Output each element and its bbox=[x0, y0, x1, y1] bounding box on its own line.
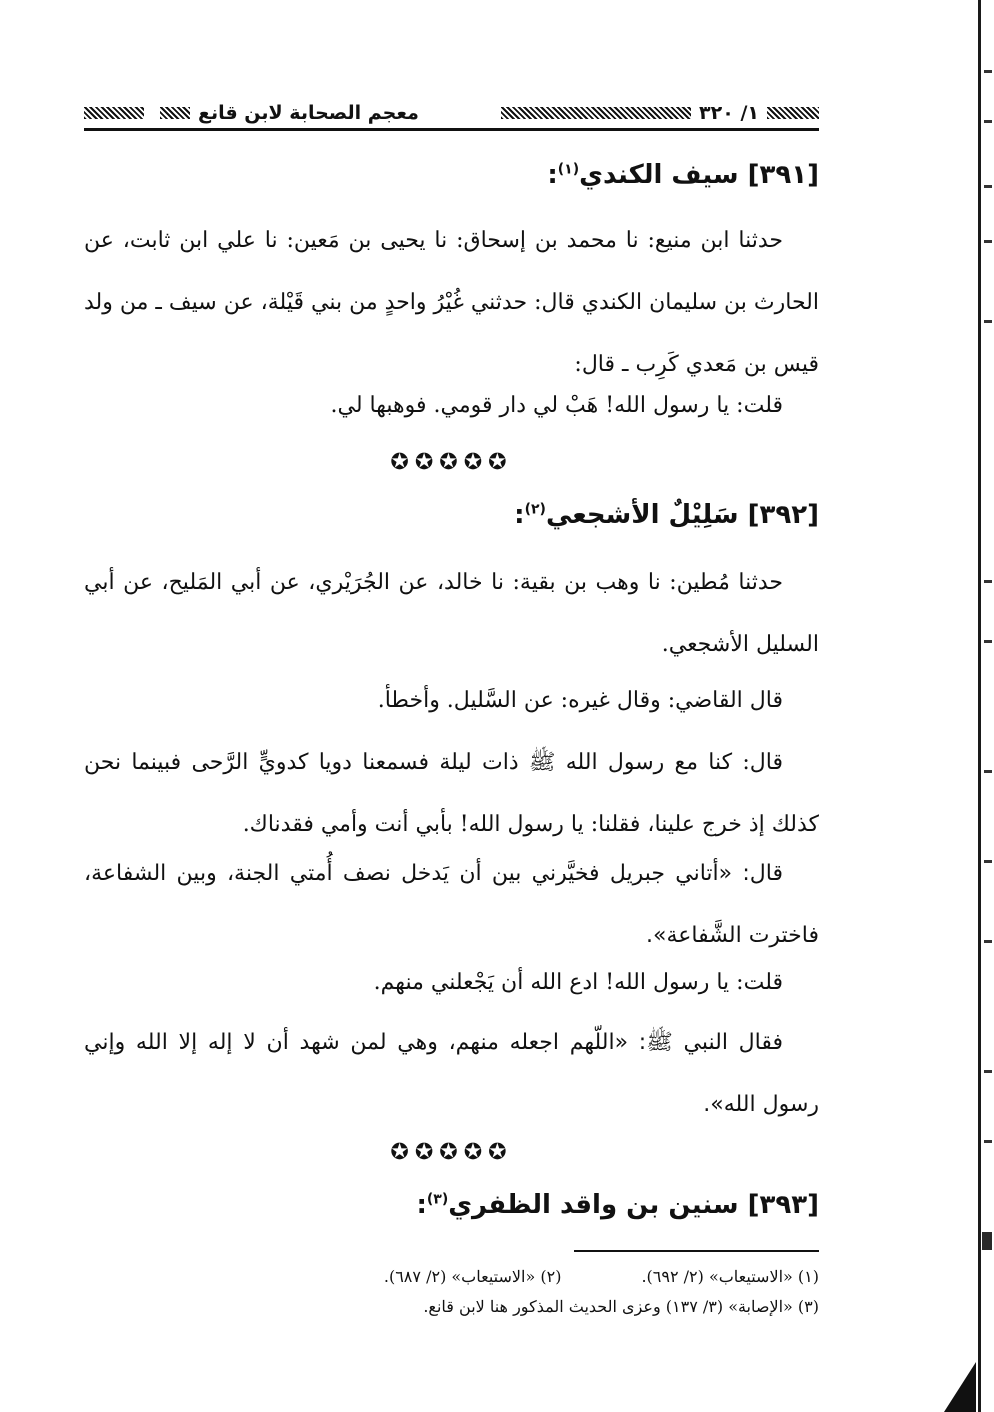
edge-mark bbox=[984, 640, 992, 643]
edge-mark bbox=[984, 70, 992, 73]
footnote-ref: (٢) bbox=[524, 501, 546, 518]
paragraph: قال القاضي: وقال غيره: عن السَّليل. وأخطأ. bbox=[377, 688, 783, 713]
edge-mark bbox=[984, 1070, 992, 1073]
header-ornament bbox=[501, 107, 691, 119]
header-ornament bbox=[160, 107, 190, 119]
entry-title-391 bbox=[547, 160, 819, 190]
scan-edge bbox=[978, 0, 981, 1412]
paragraph: فقال النبي ﷺ: «اللّهم اجعله منهم، وهي لمن شهد أن لا إله إلا الله وإني رسول الله». bbox=[84, 1030, 819, 1117]
entry-title-text: [٣٩٢] سَلِيْلٌ الأشجعي bbox=[545, 500, 819, 530]
edge-mark bbox=[984, 860, 992, 863]
entry-colon: : bbox=[547, 160, 558, 190]
paragraph: حدثنا ابن منيع: نا محمد بن إسحاق: نا يحيى بن مَعين: نا علي ابن ثابت، عن الحارث بن سليمان الكندي قال: حدثني غُيْرُ واحدٍ من بني قَيْلة، عن سيف ـ من ولد قيس بن مَعدي كَرِب ـ قال: bbox=[84, 228, 819, 377]
entry-colon: : bbox=[514, 500, 525, 530]
entry-title-text: [٣٩١] سيف الكندي bbox=[579, 160, 819, 190]
entry-title-393 bbox=[416, 1190, 819, 1220]
footnote-ref: (١) bbox=[557, 161, 580, 178]
edge-mark bbox=[984, 185, 992, 188]
section-divider: ✪✪✪✪✪ bbox=[390, 1140, 513, 1165]
edge-block bbox=[982, 1232, 992, 1250]
footnote-rule bbox=[574, 1250, 819, 1252]
book-page bbox=[84, 0, 819, 1412]
edge-mark bbox=[984, 770, 992, 773]
paragraph: قلت: يا رسول الله! ادع الله أن يَجْعلني منهم. bbox=[373, 970, 783, 995]
footnote-ref: (٣) bbox=[426, 1191, 449, 1208]
edge-mark bbox=[984, 940, 992, 943]
footnote-1: (١) «الاستيعاب» (٢/ ٦٩٢). bbox=[641, 1267, 819, 1286]
header-title-group bbox=[84, 102, 419, 124]
footnote-row bbox=[84, 1262, 819, 1292]
footnote-2: (٢) «الاستيعاب» (٢/ ٦٨٧). bbox=[383, 1267, 562, 1286]
header-book-title: معجم الصحابة لابن قانع bbox=[198, 102, 419, 124]
paragraph: قال: «أتاني جبريل فخيَّرني بين أن يَدخل نصف أُمتي الجنة، وبين الشفاعة، فاخترت الشَّفاعة». bbox=[84, 861, 819, 948]
edge-mark bbox=[984, 320, 992, 323]
edge-mark bbox=[984, 580, 992, 583]
edge-mark bbox=[984, 1140, 992, 1143]
edge-mark bbox=[984, 120, 992, 123]
paragraph: قال: كنا مع رسول الله ﷺ ذات ليلة فسمعنا دويا كدويٍّ الرَّحى فبينما نحن كذلك إذ خرج علينا، فقلنا: يا رسول الله! بأبي أنت وأمي فقدناك. bbox=[84, 750, 819, 837]
header-ornament bbox=[84, 107, 144, 119]
footnotes bbox=[84, 1262, 819, 1322]
scan-corner bbox=[944, 1362, 976, 1412]
entry-title-392 bbox=[514, 500, 819, 530]
entry-colon: : bbox=[416, 1190, 427, 1220]
entry-title-text: [٣٩٣] سنين بن واقد الظفري bbox=[448, 1190, 819, 1220]
header-page-group bbox=[501, 102, 819, 124]
footnote-3: (٣) «الإصابة» (٣/ ١٣٧) وعزى الحديث المذكور هنا لابن قانع. bbox=[423, 1297, 819, 1316]
section-divider: ✪✪✪✪✪ bbox=[390, 450, 513, 475]
running-header bbox=[84, 98, 819, 131]
paragraph: قلت: يا رسول الله! هَبْ لي دار قومي. فوهبها لي. bbox=[330, 393, 783, 418]
paragraph: حدثنا مُطين: نا وهب بن بقية: نا خالد، عن الجُرَيْري، عن أبي المَليح، عن أبي السليل الأشجعي. bbox=[84, 570, 819, 657]
header-page-number: ١/ ٣٢٠ bbox=[699, 102, 759, 124]
header-ornament bbox=[767, 107, 819, 119]
edge-mark bbox=[984, 240, 992, 243]
